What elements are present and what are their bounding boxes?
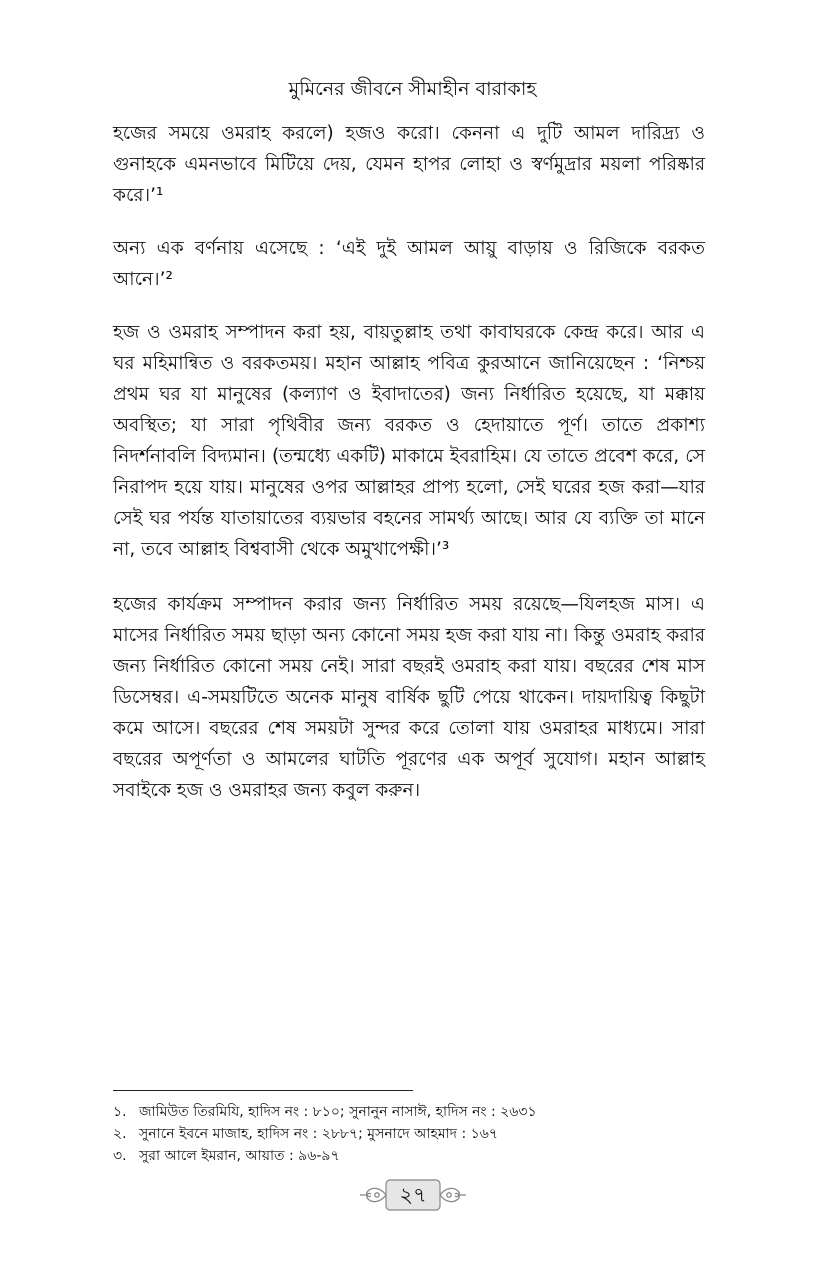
footnote-text: সুনানে ইবনে মাজাহ, হাদিস নং : ২৮৮৭; মুসনাদে আহমাদ : ১৬৭ — [139, 1126, 498, 1142]
paragraph-1: হজের সময়ে ওমরাহ করলে) হজও করো। কেননা এ দুটি আমল দারিদ্র্য ও গুনাহকে এমনভাবে মিটিয়ে দেয়, যেমন হাপর লোহা ও স্বর্ণমুদ্রার ময়লা পরিষ্কার করে।’¹ — [113, 123, 705, 206]
footnote-number: ২. — [113, 1126, 127, 1142]
page-number: ২৭ — [399, 1183, 427, 1207]
running-title: মুমিনের জীবনে সীমাহীন বারাকাহ — [288, 78, 537, 100]
footnote-2 — [113, 1123, 705, 1145]
main-text — [113, 118, 705, 830]
footnote-number: ৩. — [113, 1148, 127, 1164]
footnote-3 — [113, 1145, 705, 1167]
footnote-text: জামিউত তিরমিযি, হাদিস নং : ৮১০; সুনানুন নাসাঈ, হাদিস নং : ২৬৩১ — [139, 1104, 537, 1120]
footnote-1 — [113, 1101, 705, 1123]
paragraph-2: অন্য এক বর্ণনায় এসেছে : ‘এই দুই আমল আয়ু বাড়ায় ও রিজিকে বরকত আনে।’² — [113, 238, 705, 290]
footnotes — [113, 1101, 705, 1167]
footnote-number: ১. — [113, 1104, 127, 1120]
paragraph-4: হজের কার্যক্রম সম্পাদন করার জন্য নির্ধারিত সময় রয়েছে—যিলহজ মাস। এ মাসের নির্ধারিত সময় ছাড়া অন্য কোনো সময় হজ করা যায় না। কিন্তু ওমরাহ করার জন্য নির্ধারিত কোনো সময় নেই। সারা বছরই ওমরাহ করা যায়। বছরের শেষ মাস ডিসেম্বর। এ-সময়টিতে অনেক মানুষ বার্ষিক ছুটি পেয়ে থাকেন। দায়দায়িত্ব কিছুটা কমে আসে। বছরের শেষ সময়টা সুন্দর করে তোলা যায় ওমরাহর মাধ্যমে। সারা বছরের অপূর্ণতা ও আমলের ঘাটতি পূরণের এক অপূর্ব সুযোগ। মহান আল্লাহ সবাইকে হজ ও ওমরাহর জন্য কবুল করুন। — [113, 594, 705, 801]
footnote-text: সুরা আলে ইমরান, আয়াত : ৯৬-৯৭ — [139, 1148, 340, 1164]
footnote-divider — [113, 1090, 413, 1091]
paragraph-3: হজ ও ওমরাহ সম্পাদন করা হয়, বায়তুল্লাহ তথা কাবাঘরকে কেন্দ্র করে। আর এ ঘর মহিমান্বিত ও বরকতময়। মহান আল্লাহ পবিত্র কুরআনে জানিয়েছেন : ‘নিশ্চয় প্রথম ঘর যা মানুষের (কল্যাণ ও ইবাদাতের) জন্য নির্ধারিত হয়েছে, যা মক্কায় অবস্থিত; যা সারা পৃথিবীর জন্য বরকত ও হেদায়াতে পূর্ণ। তাতে প্রকাশ্য নিদর্শনাবলি বিদ্যমান। (তন্মধ্যে একটি) মাকামে ইবরাহিম। যে তাতে প্রবেশ করে, সে নিরাপদ হয়ে যায়। মানুষের ওপর আল্লাহর প্রাপ্য হলো, সেই ঘরের হজ করা—যার সেই ঘর পর্যন্ত যাতায়াতের ব্যয়ভার বহনের সামর্থ্য আছে। আর যে ব্যক্তি তা মানে না, তবে আল্লাহ বিশ্ববাসী থেকে অমুখাপেক্ষী।’³ — [113, 322, 705, 560]
